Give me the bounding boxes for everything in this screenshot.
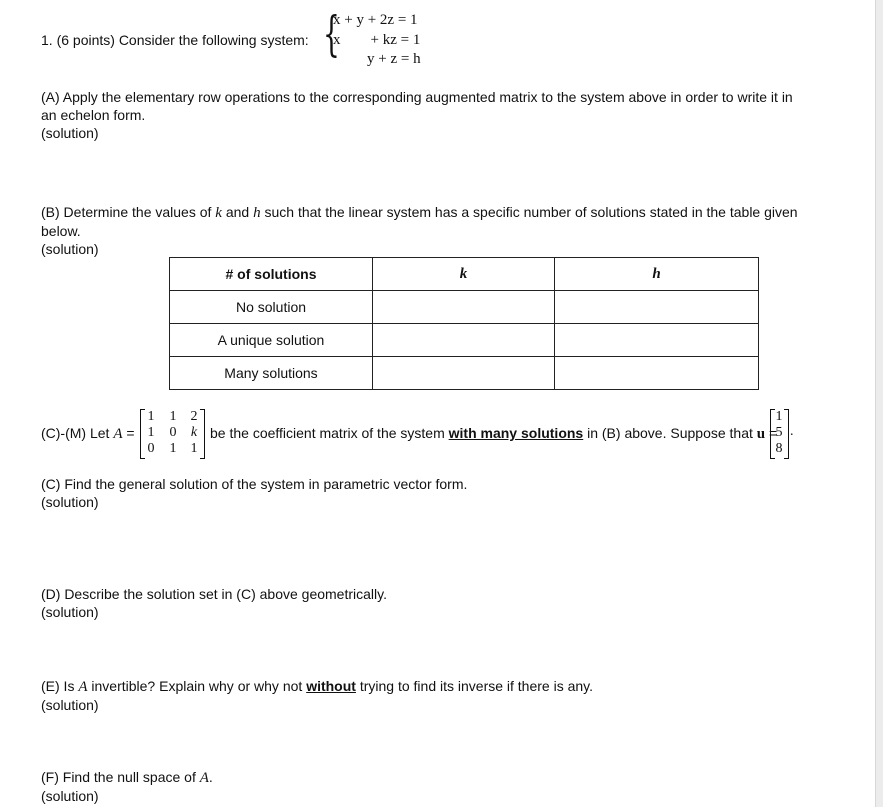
part-b-line-1 — [41, 203, 798, 222]
matrix-a — [140, 409, 208, 459]
header-k: k — [373, 258, 555, 291]
var-a: A — [199, 770, 209, 786]
header-h: h — [555, 258, 759, 291]
cell-h-unique-solution[interactable] — [555, 324, 759, 357]
part-e-solution: (solution) — [41, 697, 99, 713]
cell-k-many-solutions[interactable] — [373, 357, 555, 390]
part-b-text-2: such that the linear system has a specific number of solutions stated in the table given — [260, 204, 798, 220]
matrix-a-right-bracket — [200, 409, 205, 459]
vector-u-cell: 1 — [775, 409, 783, 424]
matrix-a-cell: 1 — [169, 409, 177, 424]
table-row — [170, 324, 759, 357]
row-label: Many solutions — [170, 357, 373, 390]
part-e-text-2: invertible? Explain why or why not — [87, 678, 307, 694]
matrix-a-cell: 2 — [190, 409, 198, 424]
part-cm-text-1: be the coefficient matrix of the system — [210, 425, 449, 441]
equation-3: y + z = h — [367, 51, 421, 67]
var-a: A — [78, 679, 88, 695]
part-f-question — [41, 768, 213, 787]
vector-u-right-bracket — [784, 409, 789, 459]
problem-intro: 1. (6 points) Consider the following system: — [41, 32, 309, 48]
part-c — [41, 475, 467, 511]
part-a-line-1: (A) Apply the elementary row operations to the corresponding augmented matrix to the system above in order to write it in — [41, 89, 793, 105]
table-header-row — [170, 258, 759, 291]
part-b-text-1: (B) Determine the values of — [41, 204, 216, 220]
matrix-a-cell: 1 — [169, 441, 177, 456]
part-b-solution: (solution) — [41, 241, 99, 257]
equation-2: x + kz = 1 — [333, 32, 421, 48]
table-row — [170, 291, 759, 324]
part-a — [41, 88, 793, 142]
part-b — [41, 203, 798, 258]
part-d-solution: (solution) — [41, 604, 99, 620]
part-e-text-3: trying to find its inverse if there is any. — [355, 678, 594, 694]
row-label: No solution — [170, 291, 373, 324]
vector-u-cell: 8 — [775, 441, 783, 456]
part-d-question: (D) Describe the solution set in (C) above geometrically. — [41, 586, 387, 602]
with-many-solutions-emphasis: with many solutions — [448, 425, 584, 441]
table-row — [170, 357, 759, 390]
cell-k-unique-solution[interactable] — [373, 324, 555, 357]
part-f-period: . — [208, 769, 213, 785]
part-cm-text — [210, 425, 777, 443]
part-c-question: (C) Find the general solution of the system in parametric vector form. — [41, 476, 468, 492]
part-b-line-2: below. — [41, 223, 81, 239]
cell-k-no-solution[interactable] — [373, 291, 555, 324]
system-brace: { — [323, 6, 340, 62]
part-f — [41, 768, 213, 805]
part-e-question — [41, 677, 593, 696]
header-num-solutions: # of solutions — [170, 258, 373, 291]
part-a-line-2: an echelon form. — [41, 107, 146, 123]
row-label: A unique solution — [170, 324, 373, 357]
matrix-a-cell: 0 — [147, 441, 155, 456]
matrix-a-cell: 1 — [147, 425, 155, 440]
matrix-a-cell: k — [190, 425, 198, 440]
part-e-text-1: (E) Is — [41, 678, 79, 694]
vector-u-cell: 5 — [775, 425, 783, 440]
without-emphasis: without — [306, 678, 356, 694]
part-f-solution: (solution) — [41, 788, 99, 804]
cell-h-many-solutions[interactable] — [555, 357, 759, 390]
part-a-solution: (solution) — [41, 125, 99, 141]
vector-u — [770, 409, 794, 459]
part-cm-text-2: in (B) above. Suppose that — [583, 425, 757, 441]
equals-sign-2: = — [765, 425, 778, 441]
var-u: u — [756, 426, 766, 442]
part-e — [41, 677, 593, 714]
matrix-a-cell: 1 — [190, 441, 198, 456]
vector-u-period: . — [790, 424, 794, 439]
var-h: h — [253, 205, 261, 221]
var-k: k — [215, 205, 222, 221]
scrollbar[interactable] — [875, 0, 883, 807]
part-c-solution: (solution) — [41, 494, 99, 510]
part-cm-prefix: (C)-(M) Let — [41, 425, 114, 441]
part-b-and: and — [221, 204, 254, 220]
matrix-a-cell: 1 — [147, 409, 155, 424]
part-f-text-1: (F) Find the null space of — [41, 769, 200, 785]
var-a: A — [113, 426, 123, 442]
part-d — [41, 585, 387, 621]
cell-h-no-solution[interactable] — [555, 291, 759, 324]
matrix-a-cell: 0 — [169, 425, 177, 440]
solutions-table — [169, 257, 759, 390]
equals-sign: = — [122, 425, 135, 441]
part-cm-lead — [41, 425, 135, 443]
equation-1: x + y + 2z = 1 — [333, 12, 418, 28]
